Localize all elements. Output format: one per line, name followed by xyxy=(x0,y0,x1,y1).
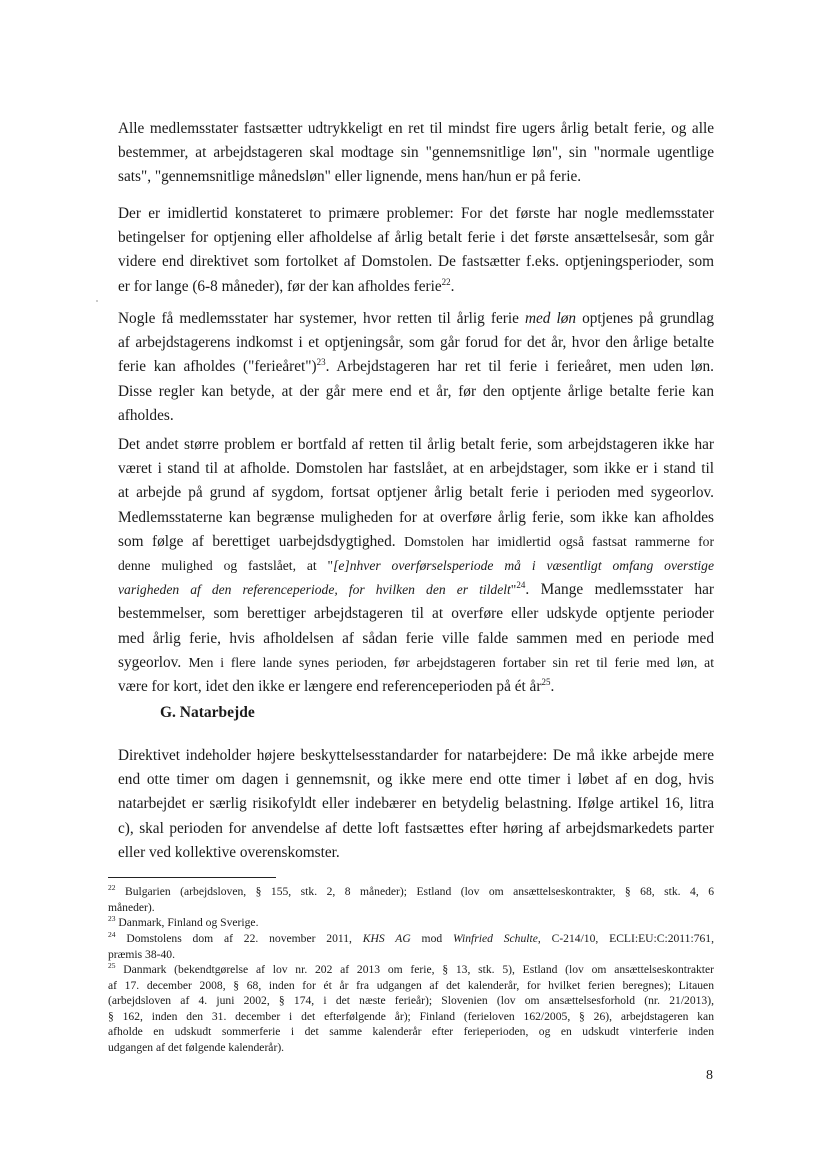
text-run: , C-214/10, ECLI:EU:C:2011:761, xyxy=(537,932,714,945)
footnote-ref-24: 24 xyxy=(516,580,526,591)
page-number: 8 xyxy=(706,1068,713,1083)
text-line xyxy=(118,578,714,602)
text-line xyxy=(108,915,714,931)
text-line xyxy=(118,307,714,331)
emphasis-text: med løn xyxy=(524,310,577,327)
text-line: afholde en udskudt sommerferie i det samme kalenderår efter ferieperioden, og en udskudt vinterferie inden xyxy=(108,1025,714,1039)
paragraph-2 xyxy=(118,202,714,299)
text-line xyxy=(108,962,714,978)
text-line: af 17. december 2008, § 68, inden for ét år fra udgangen af det kalenderår, for hvilket ferien beregnes); Litauen xyxy=(108,978,714,992)
text-line: med årlig ferie, hvis afholdelsen af sådan ferie ville falde sammen med en periode med xyxy=(118,629,714,647)
text-line xyxy=(118,355,714,379)
footnote-number: 23 xyxy=(108,914,116,924)
text-line: § 162, inden den 31. december i det efterfølgende år); Finland (ferieloven 162/2005, § 26), arbejdstageren kan xyxy=(108,1009,714,1023)
paragraph-4 xyxy=(118,433,714,699)
text-line: end otte timer om dagen i gennemsnit, og ikke mere end otte timer i løbet af en dog, hvis xyxy=(118,771,714,789)
footnote-ref-23: 23 xyxy=(316,357,326,368)
text-line: bestemmelser, som berettiger arbejdstageren til at overføre eller udskyde optjente perioder xyxy=(118,605,714,623)
footnote-24 xyxy=(108,931,714,962)
paragraph-1 xyxy=(118,117,714,190)
text-line xyxy=(108,931,714,947)
text-line: natarbejdet er særlig risikofyldt eller indebærer en betydelig belastning. Ifølge artikel 16, litra xyxy=(118,795,714,813)
text-line xyxy=(118,530,714,554)
text-run: Danmark, Finland og Sverige. xyxy=(115,916,259,929)
text-line: af arbejdstagerens indkomst i et optjeningsår, som går forud for det år, hvor den årlige betalte xyxy=(118,334,714,352)
footnote-23 xyxy=(108,915,714,931)
text-run: som følge af berettiget uarbejdsdygtighed. xyxy=(118,532,405,550)
text-line: måneder). xyxy=(108,900,155,914)
text-run: Nogle få medlemsstater har systemer, hvor retten til årlig ferie xyxy=(118,310,525,327)
text-line: præmis 38-40. xyxy=(108,947,175,961)
text-line: Direktivet indeholder højere beskyttelsesstandarder for natarbejdere: De må ikke arbejde mere xyxy=(118,747,714,764)
text-line: Medlemsstaterne kan begrænse muligheden for at overføre årlig ferie, som ikke kan afholdes xyxy=(118,508,714,526)
emphasis-text: KHS AG xyxy=(362,932,411,945)
text-line: Alle medlemsstater fastsætter udtrykkeligt en ret til mindst fire ugers årlig betalt ferie, og alle xyxy=(118,120,714,137)
text-run: denne mulighed og fastslået, at " xyxy=(118,558,334,574)
text-run: " xyxy=(510,582,517,598)
footnote-number: 24 xyxy=(108,930,116,940)
text-line: betingelser for optjening eller afholdelse af årlig betalt ferie i det første ansættelsesår, som går xyxy=(118,229,714,247)
text-run: . Arbejdstageren har ret til ferie i ferieåret, men uden løn. xyxy=(325,358,714,376)
paragraph-3 xyxy=(118,307,714,428)
text-line xyxy=(118,275,714,299)
text-line: Det andet større problem er bortfald af retten til årlig betalt ferie, som arbejdstageren ikke har xyxy=(118,436,714,453)
footnote-ref-25: 25 xyxy=(541,676,551,687)
footnote-number: 22 xyxy=(108,883,116,893)
text-run: Domstolen har imidlertid også fastsat rammerne for xyxy=(404,533,714,549)
text-run: mod xyxy=(410,932,453,945)
text-run: . xyxy=(450,277,455,295)
text-run: Men i flere lande synes perioden, før arbejdstageren fortaber sin ret til ferie med løn, at xyxy=(188,654,714,670)
text-run: sygeorlov. xyxy=(118,653,189,671)
text-line: sats", "gennemsnitlige månedsløn" eller lignende, mens han/hun er på ferie. xyxy=(118,168,582,186)
text-run: er for lange (6-8 måneder), før der kan afholdes ferie xyxy=(118,277,442,295)
text-run: Domstolens dom af 22. november 2011, xyxy=(115,932,363,945)
text-line: videre end direktivet som fortolket af Domstolen. De fastsætter f.eks. optjeningsperioder, som xyxy=(118,253,714,271)
text-line: bestemmer, at arbejdstageren skal modtage sin "gennemsnitlige løn", sin "normale ugentlige xyxy=(118,144,714,162)
text-run: være for kort, idet den ikke er længere end referenceperioden på ét år xyxy=(118,678,542,696)
text-run: . Mange medlemsstater har xyxy=(525,581,714,599)
footnote-number: 25 xyxy=(108,961,116,971)
text-line: (arbejdsloven af 4. juni 2002, § 174, i det næste ferieår); Slovenien (lov om ansættelsesforhold (nr. 21/2013), xyxy=(108,994,714,1008)
footnote-ref-22: 22 xyxy=(441,276,451,287)
text-line xyxy=(118,554,714,578)
paragraph-5 xyxy=(118,744,714,865)
text-line: været i stand til at afholde. Domstolen har fastslået, at en arbejdstager, som ikke er i stand til xyxy=(118,460,714,478)
footnote-separator xyxy=(108,877,276,878)
text-line xyxy=(118,675,714,699)
text-line: eller ved kollektive overenskomster. xyxy=(118,843,340,861)
emphasis-text: [e]nhver overførselsperiode må i væsentligt omfang overstige xyxy=(333,558,714,574)
text-run: optjenes på grundlag xyxy=(576,310,715,327)
text-line: afholdes. xyxy=(118,406,174,424)
text-line: Der er imidlertid konstateret to primære problemer: For det første har nogle medlemsstater xyxy=(118,205,714,222)
text-line: Disse regler kan betyde, at der går mere end et år, før den optjente årlige betalte ferie kan xyxy=(118,382,714,400)
scan-speck xyxy=(96,300,98,302)
text-run: Danmark (bekendtgørelse af lov nr. 202 af 2013 om ferie, § 13, stk. 5), Estland (lov om ansættelseskontrakter xyxy=(115,963,714,976)
text-line xyxy=(108,884,714,900)
text-run: Bulgarien (arbejdsloven, § 155, stk. 2, 8 måneder); Estland (lov om ansættelseskontrakter, § 68, stk. 4, 6 xyxy=(115,885,714,898)
text-run: ferie kan afholdes ("ferieåret") xyxy=(118,358,317,376)
section-heading: G. Natarbejde xyxy=(160,704,255,721)
footnote-25 xyxy=(108,962,714,1056)
emphasis-text: varigheden af den referenceperiode, for hvilken den er tildelt xyxy=(118,582,511,598)
text-line: at arbejde på grund af sygdom, fortsat optjener årlig betalt ferie i perioden med sygeorlov. xyxy=(118,484,714,502)
text-line: c), skal perioden for anvendelse af dette loft fastsættes efter høring af arbejdsmarkedets parter xyxy=(118,819,714,837)
text-run: . xyxy=(550,678,555,696)
text-line: udgangen af det følgende kalenderår). xyxy=(108,1040,285,1054)
emphasis-text: Winfried Schulte xyxy=(452,932,538,945)
text-line xyxy=(118,651,714,675)
footnote-22 xyxy=(108,884,714,915)
